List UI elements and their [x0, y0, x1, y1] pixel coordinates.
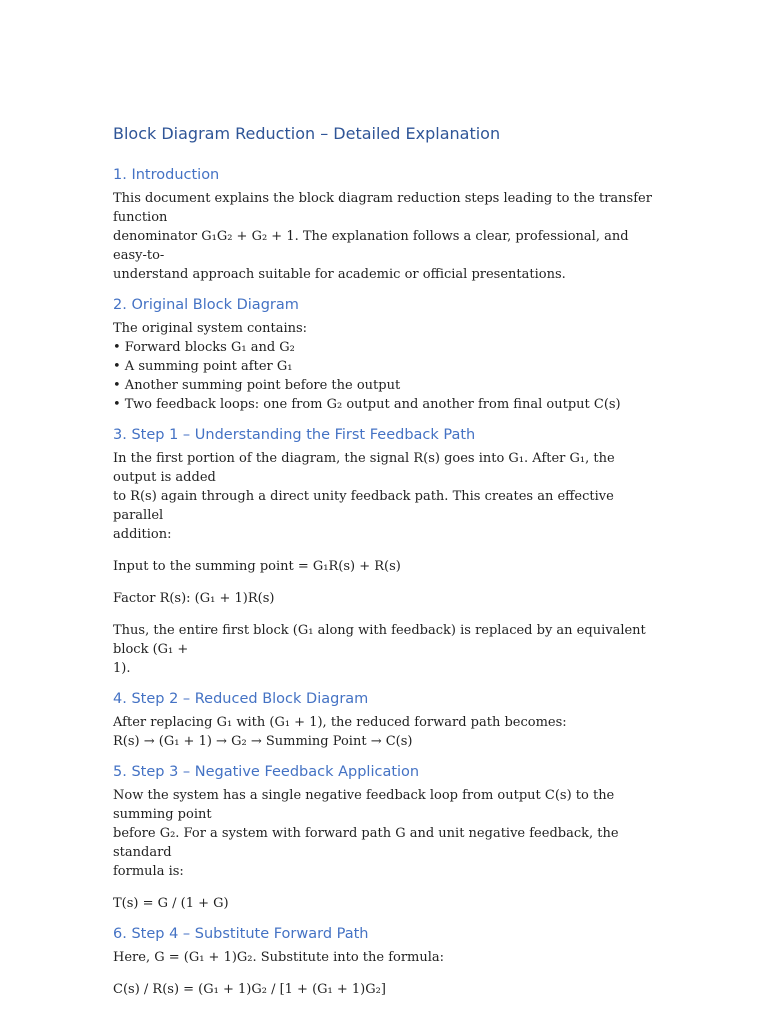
paragraph-line: After replacing G₁ with (G₁ + 1), the reduced forward path becomes:: [113, 715, 567, 730]
paragraph-line: understand approach suitable for academic or official presentations.: [113, 267, 566, 282]
bullet-list: [113, 338, 658, 414]
section-heading: 3. Step 1 – Understanding the First Feedback Path: [113, 427, 476, 443]
section-step-4: [113, 925, 658, 999]
equation: Factor R(s): (G₁ + 1)R(s): [113, 591, 275, 606]
document-title: Block Diagram Reduction – Detailed Explanation: [113, 124, 501, 143]
paragraph-line: Now the system has a single negative feedback loop from output C(s) to the summing point: [113, 788, 615, 822]
section-step-1: [113, 426, 658, 678]
list-item: • Forward blocks G₁ and G₂: [113, 340, 295, 355]
section-heading: 5. Step 3 – Negative Feedback Application: [113, 764, 420, 780]
list-item: • Another summing point before the output: [113, 378, 401, 393]
list-item: • A summing point after G₁: [113, 359, 293, 374]
paragraph-line: Here, G = (G₁ + 1)G₂. Substitute into the formula:: [113, 950, 445, 965]
section-original-block-diagram: [113, 296, 658, 414]
section-heading: 4. Step 2 – Reduced Block Diagram: [113, 691, 369, 707]
equation: Input to the summing point = G₁R(s) + R(s): [113, 559, 401, 574]
section-heading: 2. Original Block Diagram: [113, 297, 299, 313]
paragraph-line: addition:: [113, 527, 172, 542]
paragraph-line: The original system contains:: [113, 321, 308, 336]
section-heading: 6. Step 4 – Substitute Forward Path: [113, 926, 369, 942]
section-introduction: [113, 166, 658, 284]
paragraph-line: In the first portion of the diagram, the signal R(s) goes into G₁. After G₁, the output is added: [113, 451, 615, 485]
paragraph-line: to R(s) again through a direct unity feedback path. This creates an effective parallel: [113, 489, 614, 523]
list-item: • Two feedback loops: one from G₂ output and another from final output C(s): [113, 397, 621, 412]
paragraph-line: R(s) → (G₁ + 1) → G₂ → Summing Point → C(s): [113, 734, 413, 749]
paragraph-line: before G₂. For a system with forward path G and unit negative feedback, the standard: [113, 826, 619, 860]
paragraph-line: This document explains the block diagram reduction steps leading to the transfer function: [113, 191, 652, 225]
paragraph-line: denominator G₁G₂ + G₂ + 1. The explanation follows a clear, professional, and easy-to-: [113, 229, 629, 263]
section-step-2: [113, 690, 658, 751]
section-step-3: [113, 763, 658, 913]
paragraph-line: formula is:: [113, 864, 184, 879]
equation: T(s) = G / (1 + G): [113, 896, 229, 911]
paragraph-line: Thus, the entire first block (G₁ along with feedback) is replaced by an equivalent block (G₁ +: [113, 623, 646, 657]
equation: C(s) / R(s) = (G₁ + 1)G₂ / [1 + (G₁ + 1)G₂]: [113, 982, 386, 997]
section-heading: 1. Introduction: [113, 167, 220, 183]
paragraph-line: 1).: [113, 661, 131, 676]
